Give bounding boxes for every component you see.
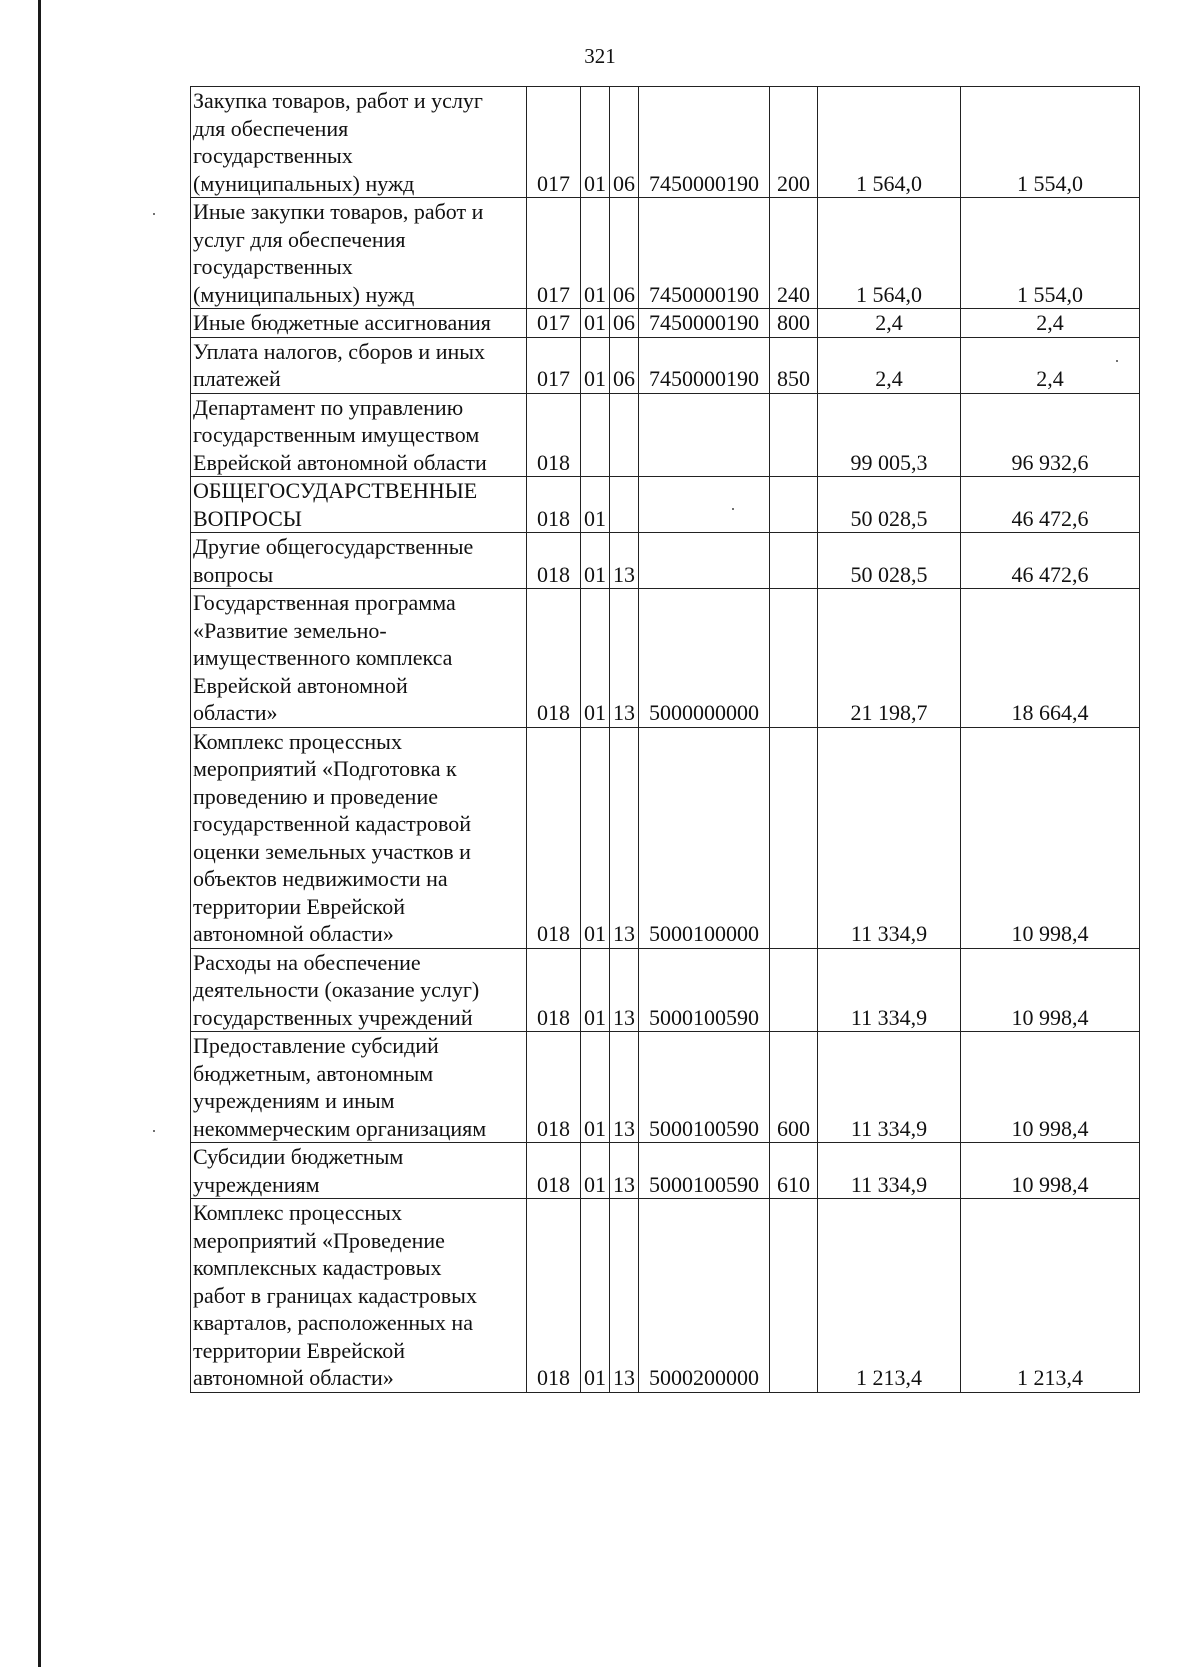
row-name: Комплекс процессных мероприятий «Подготовка к проведению и проведение государственной кадастровой оценки земельных участков и объектов недвижимости на территории Еврейской автономной области» [191, 727, 527, 948]
scan-speck [1116, 360, 1118, 362]
row-target-code: 5000100590 [639, 948, 770, 1032]
row-name: Другие общегосударственные вопросы [191, 533, 527, 589]
row-section-code [581, 393, 610, 477]
row-sum-year-1: 1 564,0 [818, 198, 961, 309]
row-ved-code: 018 [527, 948, 581, 1032]
scan-speck [153, 213, 155, 215]
row-target-code: 5000100590 [639, 1032, 770, 1143]
row-sum-year-1: 21 198,7 [818, 589, 961, 728]
row-ved-code: 017 [527, 198, 581, 309]
row-target-code: 5000200000 [639, 1199, 770, 1393]
row-expense-type-code: 610 [770, 1143, 818, 1199]
row-expense-type-code: 800 [770, 309, 818, 338]
row-sum-year-2: 10 998,4 [961, 727, 1140, 948]
row-subsection-code: 06 [610, 337, 639, 393]
row-sum-year-1: 2,4 [818, 337, 961, 393]
page-number: 321 [584, 44, 616, 68]
row-section-code: 01 [581, 309, 610, 338]
row-ved-code: 018 [527, 477, 581, 533]
row-section-code: 01 [581, 727, 610, 948]
row-name: Департамент по управлению государственным имуществом Еврейской автономной области [191, 393, 527, 477]
row-ved-code: 017 [527, 87, 581, 198]
table-row [191, 87, 1140, 198]
row-ved-code: 018 [527, 1143, 581, 1199]
row-section-code: 01 [581, 198, 610, 309]
table-row [191, 1199, 1140, 1393]
row-expense-type-code [770, 393, 818, 477]
row-name: ОБЩЕГОСУДАРСТВЕННЫЕ ВОПРОСЫ [191, 477, 527, 533]
table-row [191, 589, 1140, 728]
row-ved-code: 018 [527, 533, 581, 589]
row-target-code: 7450000190 [639, 309, 770, 338]
row-expense-type-code [770, 727, 818, 948]
row-expense-type-code [770, 589, 818, 728]
row-sum-year-2: 10 998,4 [961, 1143, 1140, 1199]
row-sum-year-2: 46 472,6 [961, 533, 1140, 589]
row-ved-code: 018 [527, 1032, 581, 1143]
row-sum-year-2: 96 932,6 [961, 393, 1140, 477]
row-expense-type-code [770, 477, 818, 533]
table-row [191, 533, 1140, 589]
row-section-code: 01 [581, 1143, 610, 1199]
row-section-code: 01 [581, 1199, 610, 1393]
row-name: Иные закупки товаров, работ и услуг для обеспечения государственных (муниципальных) нужд [191, 198, 527, 309]
row-sum-year-2: 1 213,4 [961, 1199, 1140, 1393]
row-subsection-code: 13 [610, 1199, 639, 1393]
row-subsection-code: 13 [610, 1032, 639, 1143]
table-row [191, 948, 1140, 1032]
row-sum-year-1: 1 213,4 [818, 1199, 961, 1393]
row-name: Предоставление субсидий бюджетным, автономным учреждениям и иным некоммерческим организациям [191, 1032, 527, 1143]
row-subsection-code: 06 [610, 309, 639, 338]
row-subsection-code: 13 [610, 1143, 639, 1199]
row-target-code [639, 393, 770, 477]
row-expense-type-code [770, 1199, 818, 1393]
row-section-code: 01 [581, 948, 610, 1032]
row-section-code: 01 [581, 477, 610, 533]
row-expense-type-code: 600 [770, 1032, 818, 1143]
row-sum-year-1: 99 005,3 [818, 393, 961, 477]
row-subsection-code: 13 [610, 589, 639, 728]
row-expense-type-code: 850 [770, 337, 818, 393]
row-target-code [639, 477, 770, 533]
row-subsection-code: 13 [610, 727, 639, 948]
row-sum-year-1: 11 334,9 [818, 948, 961, 1032]
row-sum-year-2: 2,4 [961, 337, 1140, 393]
row-sum-year-1: 50 028,5 [818, 533, 961, 589]
row-section-code: 01 [581, 1032, 610, 1143]
row-sum-year-2: 10 998,4 [961, 1032, 1140, 1143]
row-name: Уплата налогов, сборов и иных платежей [191, 337, 527, 393]
row-name: Субсидии бюджетным учреждениям [191, 1143, 527, 1199]
row-section-code: 01 [581, 589, 610, 728]
row-expense-type-code: 240 [770, 198, 818, 309]
scan-speck [153, 1130, 155, 1132]
table-row [191, 1032, 1140, 1143]
table-row [191, 309, 1140, 338]
row-sum-year-2: 2,4 [961, 309, 1140, 338]
row-target-code: 5000100000 [639, 727, 770, 948]
row-target-code [639, 533, 770, 589]
table-row [191, 1143, 1140, 1199]
table-row [191, 727, 1140, 948]
row-subsection-code: 13 [610, 948, 639, 1032]
row-target-code: 7450000190 [639, 337, 770, 393]
row-ved-code: 018 [527, 727, 581, 948]
row-subsection-code: 13 [610, 533, 639, 589]
row-sum-year-1: 11 334,9 [818, 1143, 961, 1199]
table-row [191, 337, 1140, 393]
row-expense-type-code [770, 948, 818, 1032]
table-row [191, 477, 1140, 533]
row-section-code: 01 [581, 533, 610, 589]
row-name: Комплекс процессных мероприятий «Проведение комплексных кадастровых работ в границах кадастровых кварталов, расположенных на территории Еврейской автономной области» [191, 1199, 527, 1393]
row-sum-year-2: 1 554,0 [961, 198, 1140, 309]
scan-speck [732, 508, 734, 510]
row-name: Расходы на обеспечение деятельности (оказание услуг) государственных учреждений [191, 948, 527, 1032]
row-subsection-code: 06 [610, 198, 639, 309]
table-row [191, 393, 1140, 477]
row-section-code: 01 [581, 87, 610, 198]
row-sum-year-1: 11 334,9 [818, 1032, 961, 1143]
row-sum-year-1: 50 028,5 [818, 477, 961, 533]
row-target-code: 7450000190 [639, 198, 770, 309]
row-sum-year-2: 46 472,6 [961, 477, 1140, 533]
row-expense-type-code [770, 533, 818, 589]
row-subsection-code [610, 477, 639, 533]
margin-line [38, 0, 41, 1667]
row-target-code: 5000000000 [639, 589, 770, 728]
row-subsection-code: 06 [610, 87, 639, 198]
row-target-code: 5000100590 [639, 1143, 770, 1199]
table-row [191, 198, 1140, 309]
row-subsection-code [610, 393, 639, 477]
row-ved-code: 017 [527, 309, 581, 338]
row-ved-code: 017 [527, 337, 581, 393]
row-sum-year-2: 18 664,4 [961, 589, 1140, 728]
row-sum-year-1: 1 564,0 [818, 87, 961, 198]
row-ved-code: 018 [527, 589, 581, 728]
row-expense-type-code: 200 [770, 87, 818, 198]
row-name: Закупка товаров, работ и услуг для обеспечения государственных (муниципальных) нужд [191, 87, 527, 198]
row-sum-year-1: 2,4 [818, 309, 961, 338]
row-section-code: 01 [581, 337, 610, 393]
budget-table [190, 86, 1140, 1393]
row-ved-code: 018 [527, 1199, 581, 1393]
row-sum-year-2: 1 554,0 [961, 87, 1140, 198]
row-sum-year-2: 10 998,4 [961, 948, 1140, 1032]
row-name: Государственная программа «Развитие земельно- имущественного комплекса Еврейской автономной области» [191, 589, 527, 728]
row-name: Иные бюджетные ассигнования [191, 309, 527, 338]
row-ved-code: 018 [527, 393, 581, 477]
row-target-code: 7450000190 [639, 87, 770, 198]
row-sum-year-1: 11 334,9 [818, 727, 961, 948]
